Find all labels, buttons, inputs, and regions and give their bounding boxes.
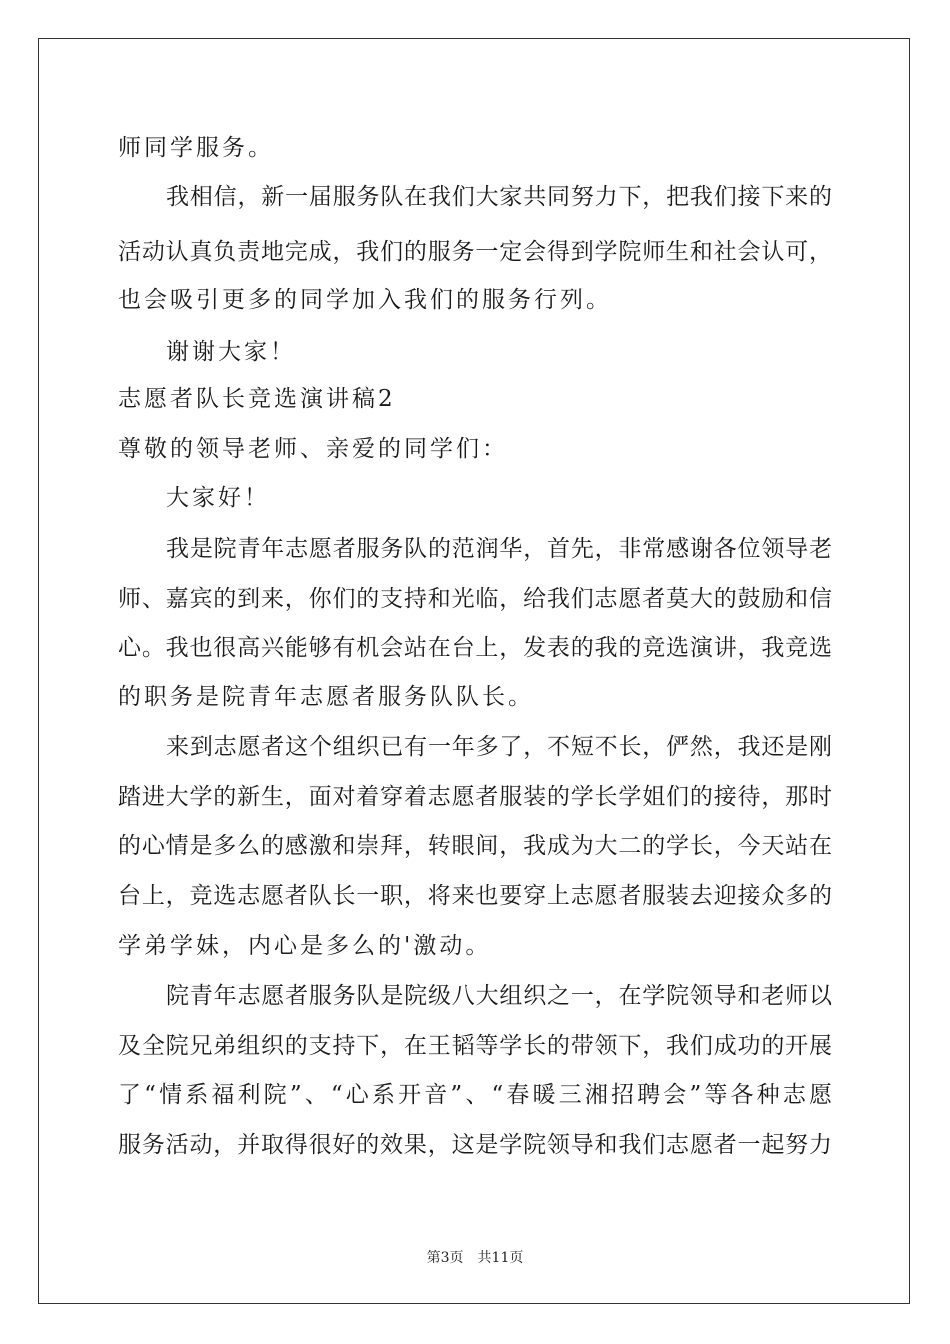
paragraph-line: 也会吸引更多的同学加入我们的服务行列。 — [118, 287, 612, 313]
paragraph-line: 及全院兄弟组织的支持下，在王韬等学长的带领下，我们成功的开展 — [118, 1033, 832, 1059]
paragraph-line: 院青年志愿者服务队是院级八大组织之一，在学院领导和老师以 — [166, 983, 832, 1009]
section-title: 志愿者队长竞选演讲稿2 — [118, 386, 396, 412]
closing-line: 谢谢大家！ — [166, 339, 296, 365]
paragraph-line: 活动认真负责地完成，我们的服务一定会得到学院师生和社会认可， — [118, 239, 832, 265]
page-border — [38, 38, 910, 1304]
paragraph-line: 我相信，新一届服务队在我们大家共同努力下，把我们接下来的 — [166, 184, 832, 210]
paragraph-line: 的心情是多么的感激和崇拜，转眼间，我成为大二的学长，今天站在 — [118, 833, 832, 859]
paragraph-line: 的职务是院青年志愿者服务队队长。 — [118, 684, 534, 710]
paragraph-line: 师、嘉宾的到来，你们的支持和光临，给我们志愿者莫大的鼓励和信 — [118, 586, 832, 612]
page-number-footer: 第3页 共11页 — [426, 1250, 524, 1266]
paragraph-line: 了“情系福利院”、“心系开音”、“春暖三湘招聘会”等各种志愿 — [118, 1082, 832, 1108]
paragraph-line: 师同学服务。 — [118, 135, 274, 161]
paragraph-line: 台上，竞选志愿者队长一职，将来也要穿上志愿者服装去迎接众多的 — [118, 883, 832, 909]
salutation: 尊敬的领导老师、亲爱的同学们： — [118, 436, 508, 462]
paragraph-line: 心。我也很高兴能够有机会站在台上，发表的我的竞选演讲，我竞选 — [118, 635, 832, 661]
paragraph-line: 来到志愿者这个组织已有一年多了，不短不长，俨然，我还是刚 — [166, 734, 832, 760]
paragraph-line: 学弟学妹，内心是多么的'激动。 — [118, 933, 492, 959]
paragraph-line: 我是院青年志愿者服务队的范润华，首先，非常感谢各位领导老 — [166, 536, 832, 562]
paragraph-line: 服务活动，并取得很好的效果，这是学院领导和我们志愿者一起努力 — [118, 1132, 832, 1158]
greeting: 大家好！ — [166, 485, 270, 511]
paragraph-line: 踏进大学的新生，面对着穿着志愿者服装的学长学姐们的接待，那时 — [118, 784, 832, 810]
